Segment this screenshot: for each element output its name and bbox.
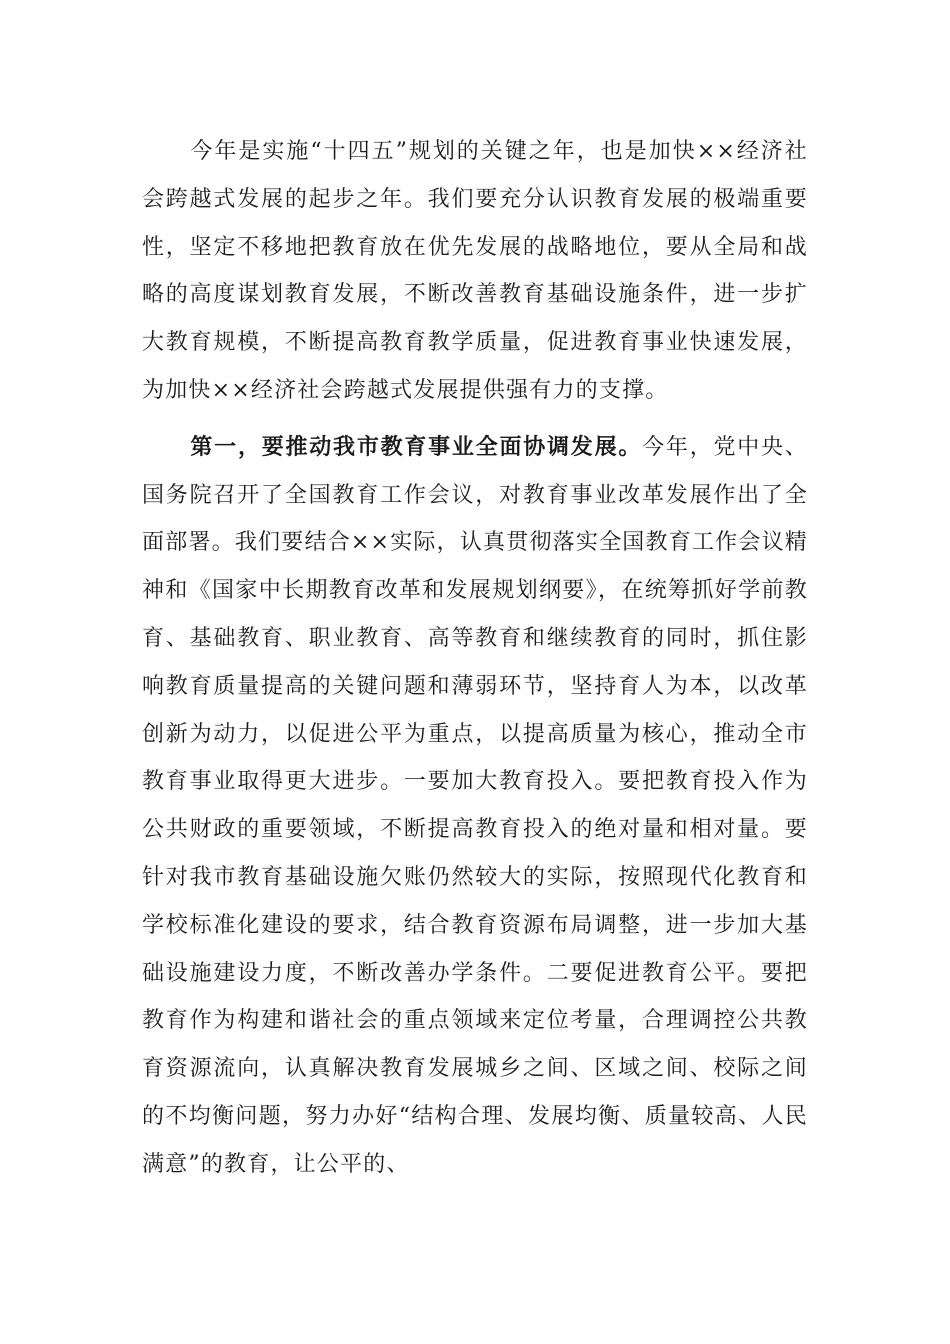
paragraph-text: 今年是实施“十四五”规划的关键之年，也是加快××经济社会跨越式发展的起步之年。我们要充分认识教育发展的极端重要性，坚定不移地把教育放在优先发展的战略地位，要从全局和战略的高度谋划教育发展，不断改善教育基础设施条件，进一步扩大教育规模，不断提高教育教学质量，促进教育事业快速发展，为加快××经济社会跨越式发展提供强有力的支撑。 <box>142 139 808 403</box>
document-body <box>142 128 808 1189</box>
paragraph-lead: 第一，要推动我市教育事业全面协调发展。 <box>190 433 643 460</box>
paragraph-first-point <box>142 424 808 1189</box>
paragraph-text: 今年，党中央、国务院召开了全国教育工作会议，对教育事业改革发展作出了全面部署。我们要结合××实际，认真贯彻落实全国教育工作会议精神和《国家中长期教育改革和发展规划纲要》，在统筹抓好学前教育、基础教育、职业教育、高等教育和继续教育的同时，抓住影响教育质量提高的关键问题和薄弱环节，坚持育人为本，以改革创新为动力，以促进公平为重点，以提高质量为核心，推动全市教育事业取得更大进步。一要加大教育投入。要把教育投入作为公共财政的重要领域，不断提高教育投入的绝对量和相对量。要针对我市教育基础设施欠账仍然较大的实际，按照现代化教育和学校标准化建设的要求，结合教育资源布局调整，进一步加大基础设施建设力度，不断改善办学条件。二要促进教育公平。要把教育作为构建和谐社会的重点领域来定位考量，合理调控公共教育资源流向，认真解决教育发展城乡之间、区域之间、校际之间的不均衡问题，努力办好“结构合理、发展均衡、质量较高、人民满意”的教育，让公平的、 <box>142 434 808 1177</box>
paragraph-intro <box>142 128 808 415</box>
